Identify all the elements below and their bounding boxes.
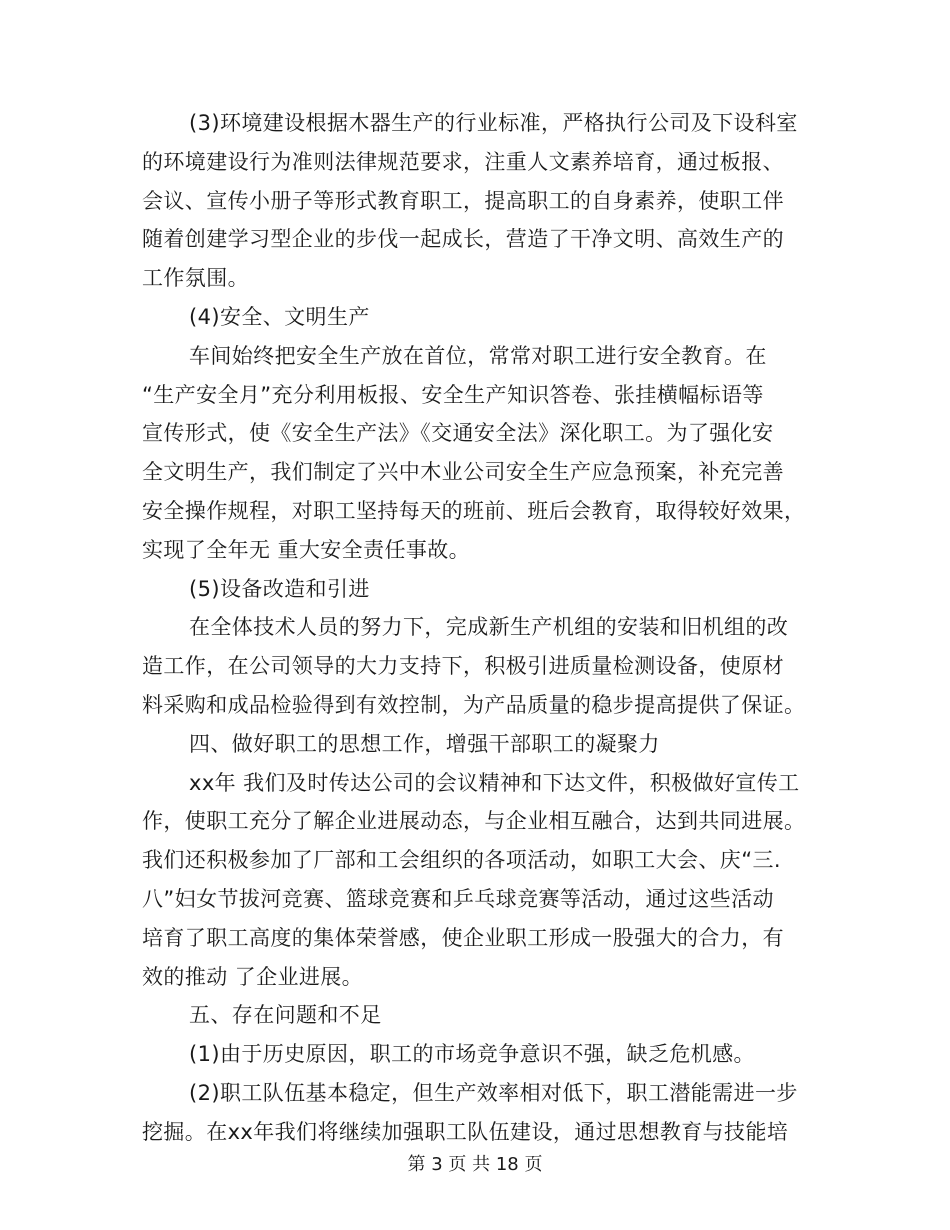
paragraph-line: 全文明生产，我们制定了兴中木业公司安全生产应急预案，补充完善 [142,460,784,484]
paragraph-line: 在全体技术人员的努力下，完成新生产机组的安装和旧机组的改 [189,615,789,639]
paragraph-line: 造工作，在公司领导的大力支持下，积极引进质量检测设备，使原材 [142,654,784,678]
section-heading: (5)设备改造和引进 [189,577,370,601]
section-heading: 五、存在问题和不足 [189,1003,382,1027]
section-heading: (4)安全、文明生产 [189,305,370,329]
paragraph-line: “生产安全月”充分利用板报、安全生产知识答卷、张挂横幅标语等 [142,383,764,407]
paragraph-line: 八”妇女节拔河竞赛、篮球竞赛和乒乓球竞赛等活动，通过这些活动 [142,887,774,911]
paragraph-line: 效的推动 了企业进展。 [142,965,364,989]
paragraph-line: 安全操作规程，对职工坚持每天的班前、班后会教育，取得较好效果， [142,499,806,523]
paragraph-line: xx年 我们及时传达公司的会议精神和下达文件，积极做好宣传工 [189,771,800,795]
paragraph-line: (1)由于历史原因，职工的市场竞争意识不强，缺乏危机感。 [189,1042,755,1066]
paragraph-line: 作，使职工充分了解企业进展动态，与企业相互融合，达到共同进展。 [142,809,806,833]
paragraph-line: (3)环境建设根据木器生产的行业标准，严格执行公司及下设科室 [189,111,798,135]
paragraph-line: 我们还积极参加了厂部和工会组织的各项活动，如职工大会、庆“三. [142,848,781,872]
page-number-footer: 第 3 页 共 18 页 [407,1154,543,1175]
paragraph-line: 随着创建学习型企业的步伐一起成长，营造了干净文明、高效生产的 [142,227,784,251]
paragraph-line: 料采购和成品检验得到有效控制，为产品质量的稳步提高提供了保证。 [142,693,806,717]
paragraph-line: 挖掘。在xx年我们将继续加强职工队伍建设，通过思想教育与技能培 [142,1120,789,1144]
paragraph-line: 的环境建设行为准则法律规范要求，注重人文素养培育，通过板报、 [142,150,784,174]
section-heading: 四、做好职工的思想工作，增强干部职工的凝聚力 [189,732,660,756]
paragraph-line: 实现了全年无 重大安全责任事故。 [142,538,471,562]
paragraph-line: 培育了职工高度的集体荣誉感，使企业职工形成一股强大的合力，有 [142,926,784,950]
paragraph-line: (2)职工队伍基本稳定，但生产效率相对低下，职工潜能需进一步 [189,1081,798,1105]
paragraph-line: 宣传形式，使《安全生产法》《交通安全法》深化职工。为了强化安 [142,421,774,445]
paragraph-line: 车间始终把安全生产放在首位，常常对职工进行安全教育。在 [189,344,767,368]
paragraph-line: 会议、宣传小册子等形式教育职工，提高职工的自身素养，使职工伴 [142,189,784,213]
paragraph-line: 工作氛围。 [142,266,249,290]
